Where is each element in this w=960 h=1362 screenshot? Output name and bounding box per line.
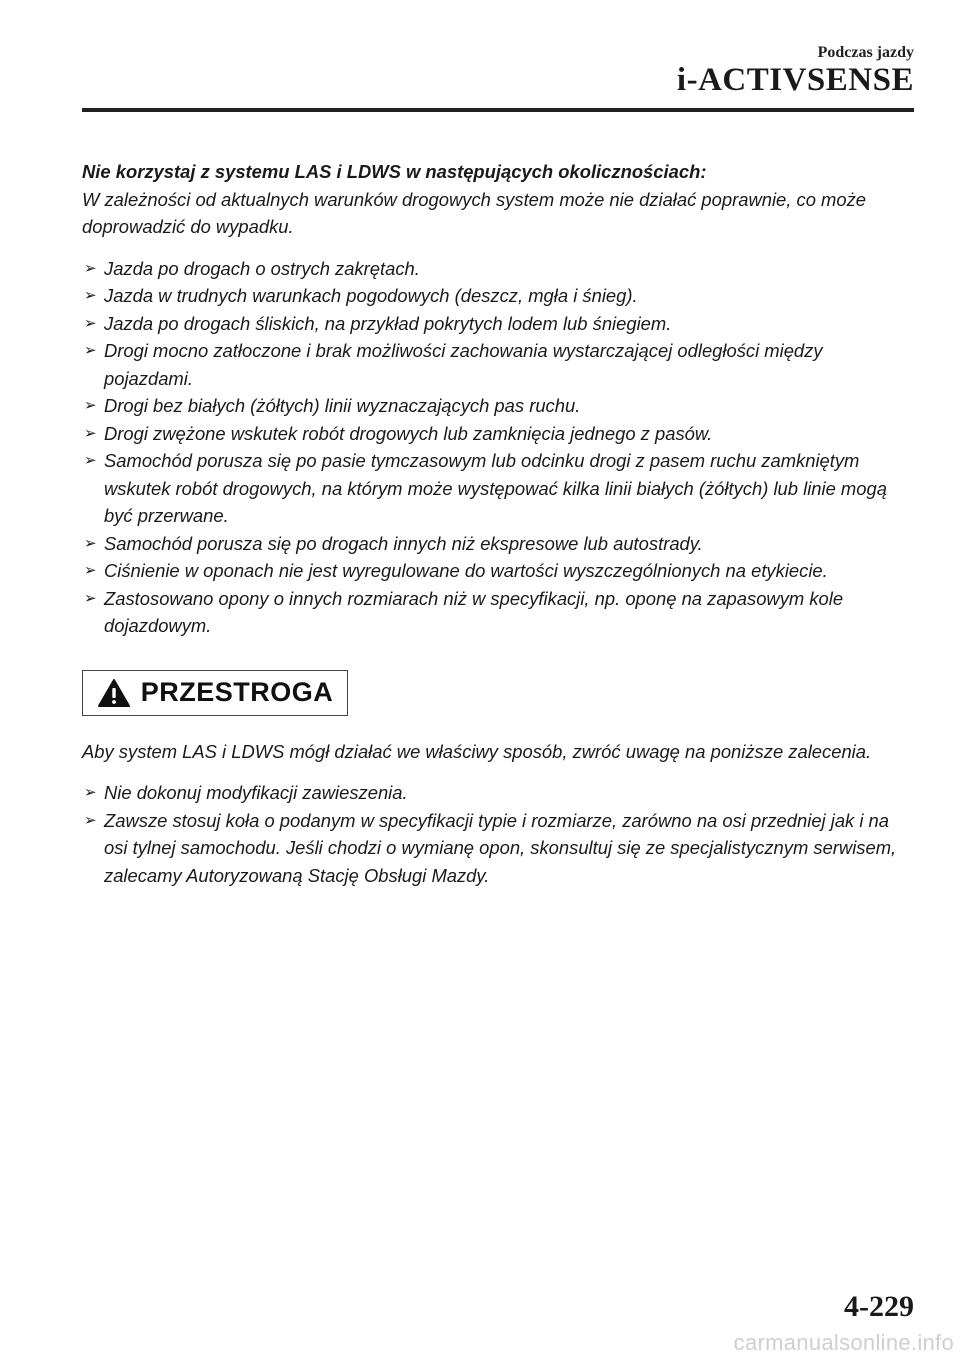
bullet-arrow-icon: ➢ [84,784,97,801]
bullet-arrow-icon: ➢ [84,314,97,332]
bullet-arrow-icon: ➢ [84,397,97,414]
caution-banner [82,670,348,716]
warning-triangle-icon [97,678,131,708]
caution-label: PRZESTROGA [140,676,334,707]
warning-intro: W zależności od aktualnych warunków drogowych system może nie działać poprawnie, co może doprowadzić do wypadku. [82,188,867,237]
list-item: ➢ Drogi bez białych (żółtych) linii wyznaczających pas ruchu. [82,392,914,420]
list-item: ➢ Ciśnienie w oponach nie jest wyregulowane do wartości wyszczególnionych na etykiecie. [82,557,914,585]
list-item: ➢ Zastosowano opony o innych rozmiarach niż w specyfikacji, np. oponę na zapasowym kole dojazdowym. [82,585,914,640]
bullet-arrow-icon: ➢ [84,287,97,304]
list-item: ➢ Drogi mocno zatłoczone i brak możliwości zachowania wystarczającej odległości między pojazdami. [82,337,914,392]
warning-list [82,255,914,640]
list-item: ➢ Nie dokonuj modyfikacji zawieszenia. [82,779,914,807]
list-item: ➢ Zawsze stosuj koła o podanym w specyfikacji typie i rozmiarze, zarówno na osi przedniej jak i na osi tylnej samochodu. Jeśli chodzi o wymianę opon, skonsultuj się ze specjalistycznym serwisem, zalecamy Autoryzowaną Stację Obsługi Mazdy. [82,807,914,890]
watermark: carmanualsonline.info [733,1330,954,1355]
list-item: ➢ Jazda po drogach śliskich, na przykład pokrytych lodem lub śniegiem. [82,310,914,338]
page-content [82,158,914,889]
list-item: ➢ Jazda po drogach o ostrych zakrętach. [82,255,914,283]
bullet-arrow-icon: ➢ [84,342,97,359]
bullet-arrow-icon: ➢ [84,424,97,442]
list-item: ➢ Samochód porusza się po pasie tymczasowym lub odcinku drogi z pasem ruchu zamkniętym wskutek robót drogowych, na którym może występować kilka linii białych (żółtych) lub linie mogą być przerwane. [82,447,914,530]
page-number: 4-229 [844,1290,914,1323]
bullet-arrow-icon: ➢ [84,589,97,607]
list-item: ➢ Jazda w trudnych warunkach pogodowych (deszcz, mgła i śnieg). [82,282,914,310]
running-header-title: i-ACTIVSENSE [676,62,914,98]
warning-heading: Nie korzystaj z systemu LAS i LDWS w następujących okolicznościach: [82,161,707,182]
bullet-arrow-icon: ➢ [84,811,97,829]
bullet-arrow-icon: ➢ [84,534,97,552]
bullet-arrow-icon: ➢ [84,259,97,277]
bullet-arrow-icon: ➢ [84,562,97,579]
caution-intro: Aby system LAS i LDWS mógł działać we właściwy sposób, zwróć uwagę na poniższe zalecenia. [82,740,872,762]
bullet-arrow-icon: ➢ [84,452,97,469]
list-item: ➢ Samochód porusza się po drogach innych niż ekspresowe lub autostrady. [82,530,914,558]
caution-list [82,779,914,889]
list-item: ➢ Drogi zwężone wskutek robót drogowych lub zamknięcia jednego z pasów. [82,420,914,448]
header-divider [82,108,914,112]
running-header-section: Podczas jazdy [817,44,914,61]
